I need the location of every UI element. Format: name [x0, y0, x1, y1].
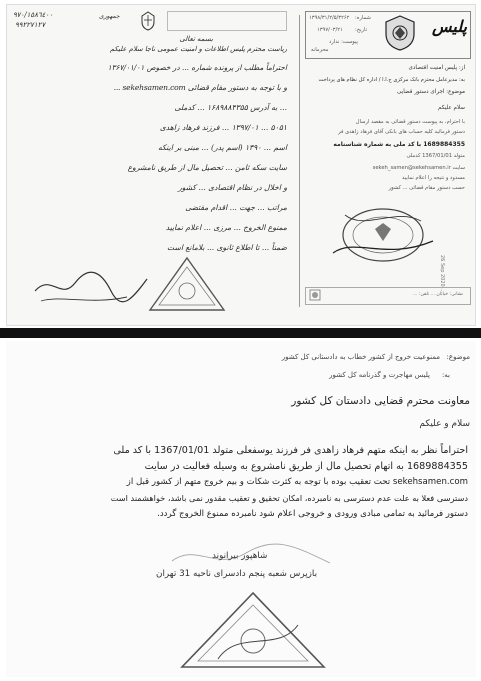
- handwritten-line: اسم ... ۱۳۹۰ (اسم پدر) ... مبنی بر اینکه: [158, 143, 287, 152]
- judiciary-emblem-icon: [139, 11, 157, 31]
- doc2-to: پلیس مهاجرت و گذرنامه کل کشور: [329, 371, 430, 379]
- handwritten-header-box: [167, 11, 287, 31]
- doc2-greeting: سلام و علیکم: [419, 419, 470, 429]
- letter-body-line: حسب دستور مقام قضائی ... کشور: [388, 185, 465, 191]
- letter-attachment: پیوست: ندارد: [329, 39, 358, 45]
- document-letter-2: [6, 341, 476, 677]
- handwritten-line: ریاست محترم پلیس اطلاعات و امنیت عمومی ناجا سلام علیکم: [109, 45, 287, 53]
- handwritten-signature-2: [166, 537, 336, 577]
- letter-body-line: متولد 1367/01/01 کدملی: [406, 153, 465, 159]
- letter-footer-address: نشانی: خیابان ... تلفن: ...: [413, 292, 463, 297]
- letter-body-line: با احترام، به پیوست دستور قضائی به مقصد ارسال: [355, 119, 465, 125]
- doc2-body-line: احتراماً نظر به اینکه متهم فرهاد زاهدی فر فرزند یوسفعلی متولد 1367/01/01 با کد ملی: [113, 445, 468, 456]
- handwritten-code-2: ٩٩٢٢٧١٢٧: [15, 21, 46, 29]
- letter-body-line: سایت sekeh_samen@sekehsamen.ir: [372, 165, 465, 171]
- letter-from: از: پلیس امنیت اقتصادی: [408, 65, 465, 71]
- doc2-signer-title: بازپرس شعبه پنجم دادسرای ناحیه 31 تهران: [156, 569, 318, 579]
- official-round-stamp: [325, 201, 441, 267]
- separator-bar: [0, 328, 481, 338]
- police-logo-text: پلیس: [432, 17, 467, 36]
- letter-classification: محرمانه: [311, 47, 329, 53]
- handwritten-line: ۵۰۵۱ ... ۱۳۹۷/۰۱ ... فرزند فرهاد زاهدی: [159, 123, 287, 132]
- letter-subject: موضوع: اجرای دستور قضایی: [396, 89, 465, 95]
- doc2-subject: ممنوعیت خروج از کشور خطاب به دادستانی کل کشور: [281, 353, 440, 361]
- doc2-body-line: 1689884355 به اتهام تحصیل مال از طریق نامشروع به وسیله فعالیت در سایت: [144, 461, 468, 472]
- handwritten-line: مراتب ... جهت ... اقدام مقتضی: [185, 203, 287, 212]
- letter-greeting: سلام علیکم: [438, 105, 465, 111]
- handwritten-line: بسمه تعالی: [179, 35, 213, 43]
- letter-national-id-line: 1689884355 با کد ملی به شماره شناسنامه: [333, 141, 465, 148]
- letter-date: ۱۳۹۷/۰۳/۲۱: [317, 27, 343, 33]
- doc2-body-line: دسترسی فعلا به علت عدم دسترسی به نامبرده، امکان تحقیق و تعقیب مقدور نمی باشد، خواهشمند است: [110, 493, 468, 503]
- doc2-body-line: دستور فرمائید به تمامی مبادی ورودی و خروجی اعلام شود نامبرده ممنوع الخروج گردد.: [157, 509, 468, 519]
- doc2-to-label: به:: [441, 371, 450, 379]
- doc2-subject-label: موضوع:: [446, 353, 470, 361]
- handwritten-body: [7, 35, 293, 265]
- handwritten-signature: [31, 261, 151, 311]
- handwritten-line: ... به آدرس ۱۶۸۹۸۸۴۳۵۵ ... کدملی: [174, 103, 287, 112]
- letter-number-label: شماره:: [355, 15, 371, 21]
- handwritten-line: احتراماً مطلب از پرونده شماره ... در خصوص ۱۳۶۷/۰۱/۰۱: [107, 63, 287, 72]
- letter-body-line: دستور فرمائید کلیه حساب های بانکی آقای فرهاد زاهدی فر: [338, 129, 465, 135]
- letter-number: ۱۳۹۸/۳۱/۲/۵/۳۲۶۲: [309, 15, 350, 21]
- footer-emblem-icon: [309, 289, 321, 301]
- handwritten-line: سایت سکه ثامن ... تحصیل مال از طریق نامشروع: [127, 163, 287, 172]
- handwritten-line: ممنوع الخروج ... مرزی ... اعلام نمایید: [165, 223, 287, 232]
- scan-margin-text: 26 Sep 2020 ...: [439, 255, 445, 294]
- handwritten-code: ٩٧٠/١٥٨٦٤٠٠: [13, 11, 53, 19]
- letter-body-line: مسدود و نتیجه را اعلام نمایید: [402, 175, 465, 181]
- letter-date-label: تاریخ:: [355, 27, 368, 33]
- doc2-body-line: sekehsamen.com تحت تعقیب بوده با توجه به کثرت شکات و بیم خروج متهم از کشور قبل از: [126, 477, 468, 487]
- triangle-stamp: [147, 255, 227, 313]
- letter-to: به: مدیرعامل محترم بانک مرکزی ج.ا.ا / اداره کل نظام های پرداخت: [318, 77, 465, 83]
- police-emblem-icon: [383, 14, 417, 52]
- handwritten-header-label: جمهوری: [99, 13, 120, 20]
- handwritten-line: ضمناً ... تا اطلاع ثانوی ... بلامانع است: [167, 243, 287, 252]
- handwritten-line: و اخلال در نظام اقتصادی ... کشور: [178, 183, 287, 192]
- doc2-signer: شاهپور بیرانوند: [212, 551, 268, 561]
- document-letter-1: [6, 4, 476, 326]
- triangle-stamp-2: [178, 589, 328, 671]
- doc2-office: معاونت محترم قضایی دادستان کل کشور: [291, 395, 470, 407]
- handwritten-line: و با توجه به دستور مقام قضائی sekehsamen.com ...: [113, 83, 287, 92]
- page-fold-divider: [299, 15, 300, 307]
